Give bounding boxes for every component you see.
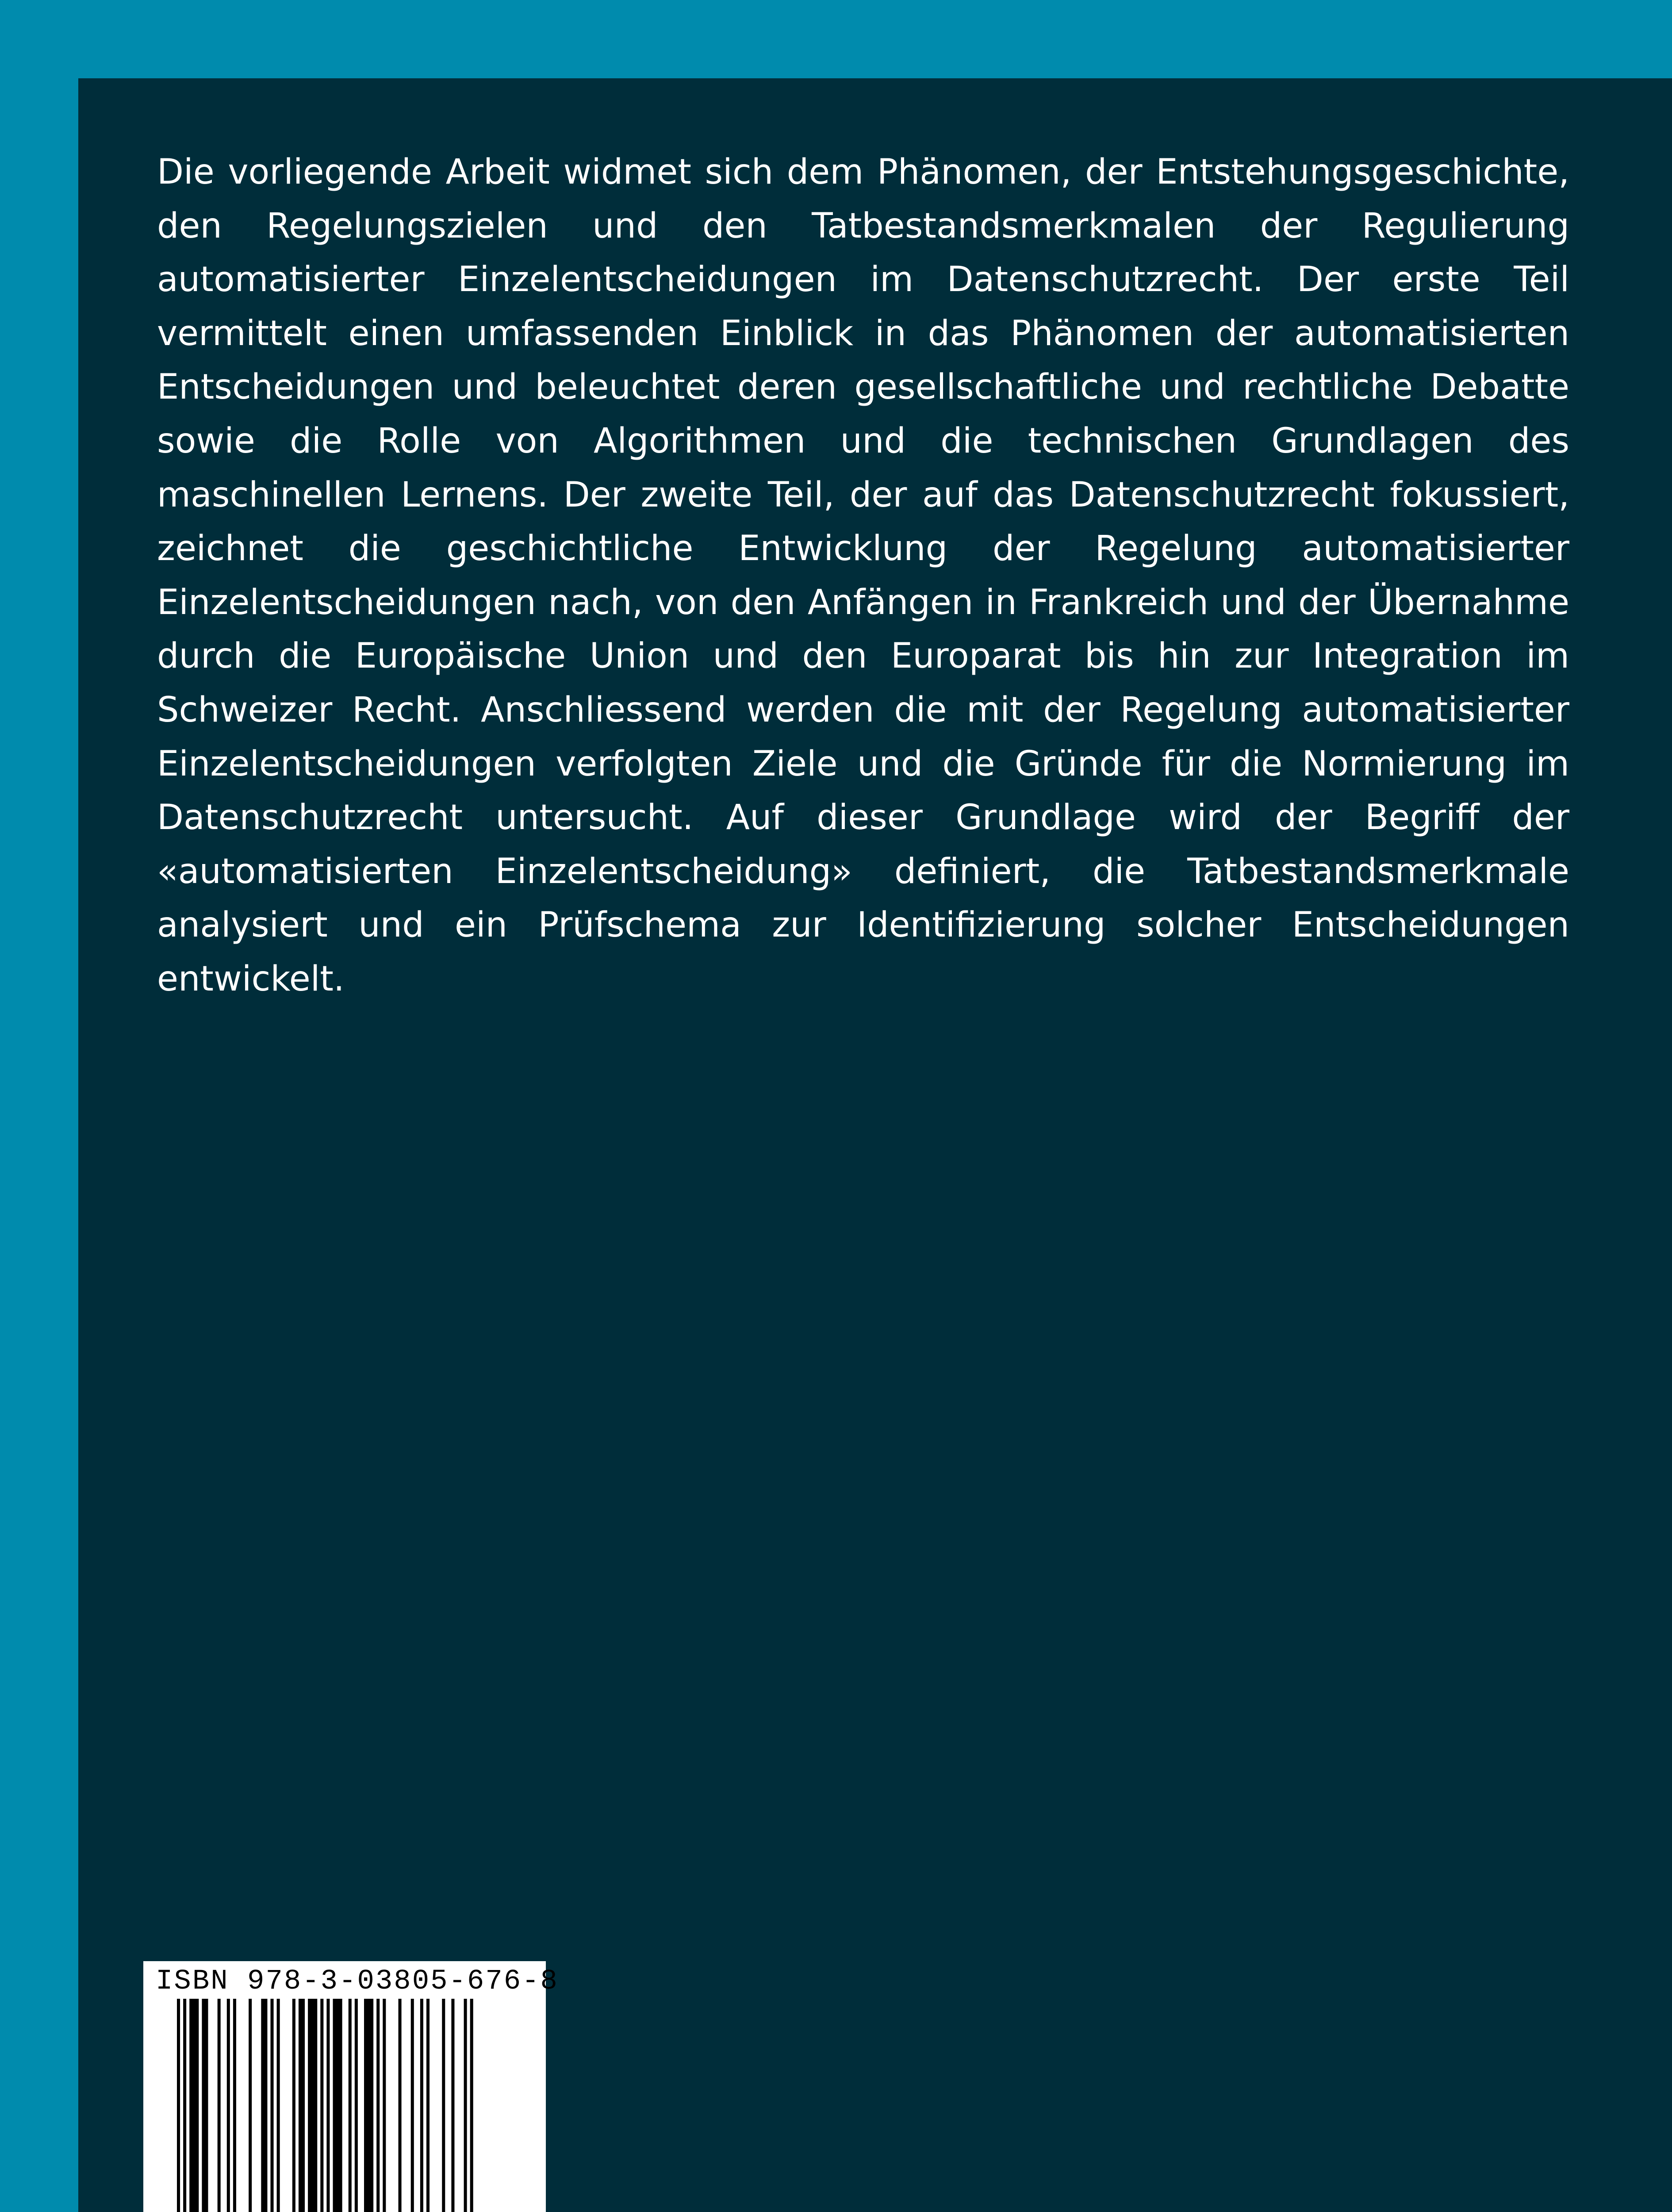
barcode-bar-22 <box>399 1999 402 2212</box>
isbn-label: ISBN 978-3-03805-676-8 <box>156 1966 559 1997</box>
barcode-bar-3 <box>202 1999 208 2212</box>
back-cover-panel <box>78 78 1672 2212</box>
barcode-bar-6 <box>233 1999 236 2212</box>
barcode-bar-5 <box>227 1999 230 2212</box>
barcode-bar-2 <box>189 1999 199 2212</box>
book-blurb: Die vorliegende Arbeit widmet sich dem Phänomen, der Entstehungsgeschichte, den Regelungszielen und den Tatbestandsmerkmalen der Regulierung automatisierter Einzelentscheidungen im Datenschutzrecht. Der erste Teil vermittelt einen umfassenden Einblick in das Phänomen der automatisierten Entscheidungen und beleuchtet deren gesellschaftliche und rechtliche Debatte sowie die Rolle von Algorithmen und die technischen Grundlagen des maschinellen Lernens. Der zweite Teil, der auf das Datenschutzrecht fokussiert, zeichnet die geschichtliche Entwicklung der Regelung automatisierter Einzelentscheidungen nach, von den Anfängen in Frankreich und der Übernahme durch die Europäische Union und den Europarat bis hin zur Integration im Schweizer Recht. Anschliessend werden die mit der Regelung automatisierter Einzelentscheidungen verfolgten Ziele und die Gründe für die Normierung im Datenschutzrecht untersucht. Auf dieser Grundlage wird der Begriff der «automatisierten Einzelentscheidung» definiert, die Tatbestandsmerkmale analysiert und ein Prüfschema zur Identifizierung solcher Entscheidungen entwickelt. <box>157 152 1569 999</box>
barcode-bar-1 <box>183 1999 186 2212</box>
barcode-bar-20 <box>376 1999 380 2212</box>
barcode-bars <box>177 1999 473 2212</box>
barcode-bar-21 <box>383 1999 386 2212</box>
barcode-bar-16 <box>333 1999 342 2212</box>
barcode-bar-10 <box>277 1999 280 2212</box>
barcode-bar-14 <box>320 1999 323 2212</box>
barcode-bar-25 <box>426 1999 430 2212</box>
barcode-bar-29 <box>470 1999 473 2212</box>
barcode-bar-27 <box>451 1999 454 2212</box>
barcode-bar-9 <box>271 1999 274 2212</box>
barcode-bar-0 <box>177 1999 180 2212</box>
barcode-bar-7 <box>249 1999 252 2212</box>
barcode-bar-13 <box>308 1999 317 2212</box>
barcode-bar-15 <box>326 1999 330 2212</box>
barcode-bar-18 <box>355 1999 358 2212</box>
barcode-bar-24 <box>420 1999 423 2212</box>
barcode-bar-19 <box>364 1999 373 2212</box>
barcode-bar-17 <box>349 1999 352 2212</box>
isbn-barcode <box>143 1961 559 2212</box>
barcode-bar-4 <box>218 1999 221 2212</box>
barcode-bar-23 <box>411 1999 414 2212</box>
barcode-bar-26 <box>442 1999 445 2212</box>
ean13-barcode-graphic <box>143 1961 559 2212</box>
barcode-bar-11 <box>292 1999 295 2212</box>
barcode-bar-28 <box>464 1999 467 2212</box>
barcode-bar-8 <box>261 1999 267 2212</box>
barcode-bar-12 <box>299 1999 305 2212</box>
